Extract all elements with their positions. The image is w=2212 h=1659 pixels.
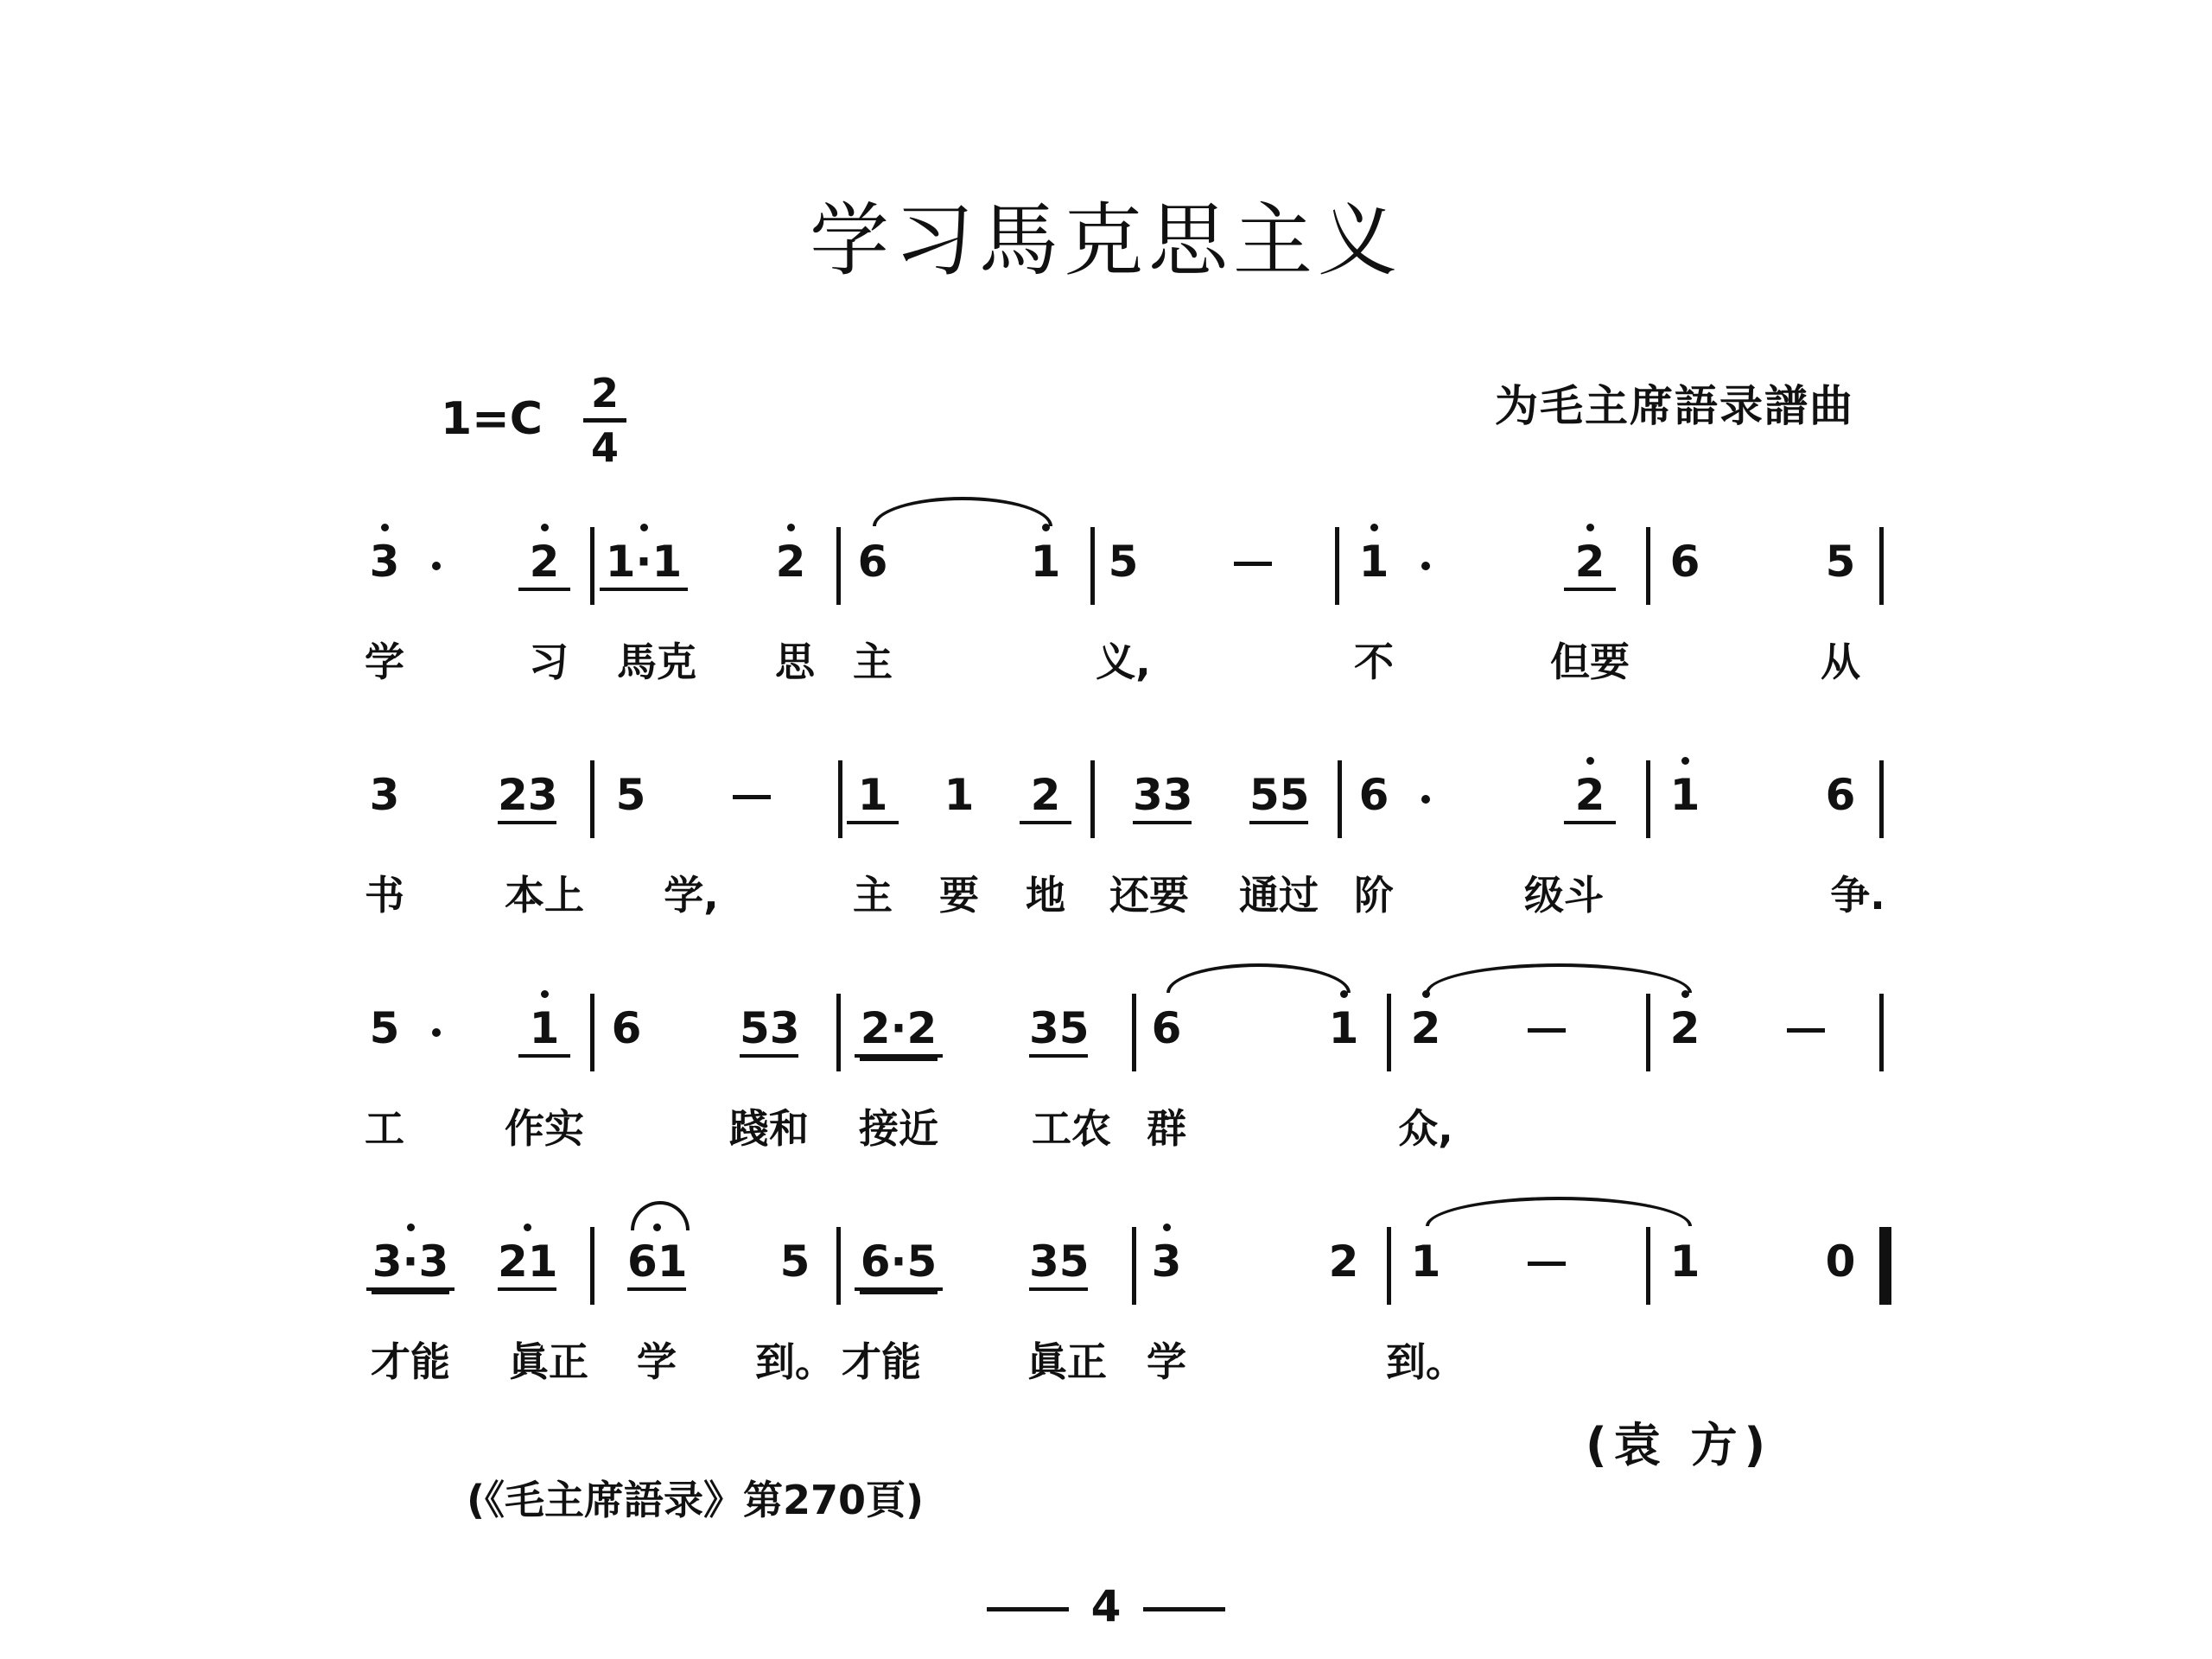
lyric-syllable: 阶 bbox=[1354, 872, 1394, 918]
note: 2 bbox=[1564, 769, 1616, 824]
note: 5 bbox=[1108, 537, 1139, 587]
note: 1 bbox=[1348, 536, 1400, 588]
note: 5 bbox=[779, 1236, 810, 1287]
lyric-syllable: 地 bbox=[1026, 872, 1065, 918]
composer-note: 为毛主席語录譜曲 bbox=[1495, 381, 1854, 431]
lyric-syllable: 通过 bbox=[1239, 872, 1319, 918]
time-signature-denominator: 4 bbox=[590, 424, 619, 471]
lyric-syllable: 要 bbox=[939, 872, 979, 918]
octave-dot-above bbox=[1681, 757, 1689, 765]
lyric-syllable: 从 bbox=[1821, 639, 1860, 685]
barline bbox=[1132, 994, 1136, 1071]
octave-dot-above bbox=[524, 1224, 531, 1231]
octave-dot-above bbox=[407, 1224, 415, 1231]
note: 3 bbox=[1141, 1236, 1192, 1287]
barline bbox=[590, 1227, 594, 1305]
slur bbox=[873, 497, 1052, 526]
note: 6 bbox=[1669, 537, 1700, 587]
augmentation-dot bbox=[1421, 562, 1430, 570]
note: 1 bbox=[1410, 1236, 1441, 1287]
note: 1 bbox=[944, 770, 975, 820]
key-signature: 1=C bbox=[441, 393, 543, 445]
note: 1 bbox=[1020, 536, 1071, 588]
note: 5 bbox=[1825, 537, 1856, 587]
extension-dash bbox=[1234, 562, 1272, 566]
lyric-syllable: 不 bbox=[1354, 639, 1394, 685]
lyric-syllable: 踐和 bbox=[729, 1105, 809, 1152]
note: 1 bbox=[1669, 1236, 1700, 1287]
note: 3 bbox=[359, 536, 410, 588]
page-number-rule-left bbox=[987, 1607, 1069, 1611]
extension-dash bbox=[1528, 1028, 1566, 1033]
barline bbox=[590, 760, 594, 838]
note: 1 bbox=[1659, 769, 1711, 821]
page-number-rule-right bbox=[1143, 1607, 1225, 1611]
octave-dot-above bbox=[787, 524, 795, 531]
lyric-syllable: 群 bbox=[1147, 1105, 1186, 1152]
barline bbox=[1090, 527, 1095, 605]
note: 6 bbox=[857, 537, 888, 587]
page-number-value: 4 bbox=[1090, 1581, 1122, 1631]
barline bbox=[836, 1227, 841, 1305]
octave-dot-above bbox=[1586, 524, 1594, 531]
barline bbox=[1646, 994, 1650, 1071]
note: 5 bbox=[615, 770, 646, 820]
note: 6 bbox=[1358, 770, 1389, 820]
extension-dash bbox=[1528, 1262, 1566, 1266]
slur bbox=[1426, 963, 1692, 993]
note: 6 bbox=[611, 1003, 642, 1053]
note: 2·2 bbox=[855, 1002, 943, 1058]
barline bbox=[1387, 994, 1391, 1071]
octave-dot-above bbox=[1586, 757, 1594, 765]
note: 0 bbox=[1825, 1236, 1856, 1287]
barline bbox=[1132, 1227, 1136, 1305]
note: 2 bbox=[1659, 1002, 1711, 1054]
lyric-syllable: 学 bbox=[365, 639, 404, 685]
barline bbox=[1646, 527, 1650, 605]
lyric-syllable: 争. bbox=[1830, 872, 1885, 918]
barline bbox=[1335, 527, 1339, 605]
note: 2 bbox=[765, 536, 817, 588]
barline bbox=[1338, 760, 1342, 838]
extension-dash bbox=[1787, 1028, 1825, 1033]
note: 6·5 bbox=[855, 1236, 943, 1291]
augmentation-dot bbox=[432, 1028, 441, 1037]
note: 2 bbox=[518, 536, 570, 591]
octave-dot-above bbox=[541, 990, 549, 998]
note: 1 bbox=[1318, 1002, 1370, 1054]
barline bbox=[1646, 1227, 1650, 1305]
note: 3·3 bbox=[366, 1236, 454, 1291]
lyric-syllable: 眞正 bbox=[1027, 1338, 1107, 1385]
extension-dash bbox=[733, 795, 771, 799]
barline bbox=[836, 527, 841, 605]
barline bbox=[1646, 760, 1650, 838]
barline bbox=[1879, 760, 1884, 838]
barline bbox=[590, 994, 594, 1071]
barline bbox=[1090, 760, 1095, 838]
lyric-syllable: 本上 bbox=[505, 872, 584, 918]
note: 61 bbox=[627, 1236, 686, 1291]
barline bbox=[838, 760, 842, 838]
note: 6 bbox=[1825, 770, 1856, 820]
lyric-syllable: 接近 bbox=[859, 1105, 938, 1152]
note: 2 bbox=[1400, 1002, 1452, 1054]
source-citation: (《毛主席語录》第270頁) bbox=[467, 1477, 925, 1523]
lyric-syllable: 工 bbox=[365, 1105, 404, 1152]
song-title: 学习馬克思主义 bbox=[809, 194, 1402, 287]
barline bbox=[1387, 1227, 1391, 1305]
note: 1 bbox=[847, 769, 899, 824]
slur bbox=[1166, 963, 1351, 993]
lyric-syllable: 书 bbox=[365, 872, 404, 918]
lyric-syllable: 习 bbox=[529, 639, 569, 685]
note: 55 bbox=[1249, 769, 1308, 824]
note: 35 bbox=[1029, 1236, 1088, 1291]
note: 2 bbox=[1020, 769, 1071, 824]
barline bbox=[1879, 527, 1884, 605]
barline bbox=[1879, 994, 1884, 1071]
page-number bbox=[0, 1581, 2212, 1631]
time-signature-numerator: 2 bbox=[583, 373, 626, 423]
lyric-syllable: 作实 bbox=[505, 1105, 584, 1152]
note: 35 bbox=[1029, 1002, 1088, 1058]
slur bbox=[631, 1201, 690, 1230]
lyric-syllable: 到。 bbox=[1386, 1338, 1465, 1385]
lyric-syllable: 学 bbox=[1147, 1338, 1186, 1385]
note: 6 bbox=[1151, 1003, 1182, 1053]
octave-dot-above bbox=[381, 524, 389, 531]
lyric-syllable: 众, bbox=[1398, 1105, 1453, 1152]
augmentation-dot bbox=[1421, 795, 1430, 804]
slur bbox=[1426, 1197, 1692, 1226]
lyric-syllable: 眞正 bbox=[509, 1338, 588, 1385]
lyric-syllable: 还要 bbox=[1109, 872, 1189, 918]
note: 53 bbox=[740, 1002, 798, 1058]
note: 2 bbox=[1564, 536, 1616, 591]
author-credit: (袁 方) bbox=[1586, 1418, 1773, 1472]
note: 3 bbox=[369, 770, 400, 820]
note: 1 bbox=[518, 1002, 570, 1058]
lyric-syllable: 到。 bbox=[755, 1338, 835, 1385]
note: 2 bbox=[1328, 1236, 1359, 1287]
lyric-syllable: 学, bbox=[664, 872, 719, 918]
lyric-syllable: 思 bbox=[775, 639, 815, 685]
note: 5 bbox=[369, 1003, 400, 1053]
lyric-syllable: 工农 bbox=[1032, 1105, 1111, 1152]
octave-dot-above bbox=[1370, 524, 1378, 531]
lyric-syllable: 馬克 bbox=[617, 639, 696, 685]
lyric-syllable: 才能 bbox=[842, 1338, 921, 1385]
final-barline bbox=[1879, 1227, 1891, 1305]
lyric-syllable: 主 bbox=[853, 639, 893, 685]
octave-dot-above bbox=[640, 524, 648, 531]
augmentation-dot bbox=[432, 562, 441, 570]
lyric-syllable: 学 bbox=[637, 1338, 677, 1385]
lyric-syllable: 但要 bbox=[1550, 639, 1630, 685]
octave-dot-above bbox=[1163, 1224, 1171, 1231]
note: 23 bbox=[498, 769, 556, 824]
note: 1·1 bbox=[600, 536, 688, 591]
note: 21 bbox=[498, 1236, 556, 1291]
lyric-syllable: 主 bbox=[853, 872, 893, 918]
lyric-syllable: 才能 bbox=[371, 1338, 450, 1385]
octave-dot-above bbox=[541, 524, 549, 531]
lyric-syllable: 义, bbox=[1096, 639, 1151, 685]
lyric-syllable: 级斗 bbox=[1524, 872, 1604, 918]
barline bbox=[836, 994, 841, 1071]
barline bbox=[590, 527, 594, 605]
note: 33 bbox=[1133, 769, 1192, 824]
